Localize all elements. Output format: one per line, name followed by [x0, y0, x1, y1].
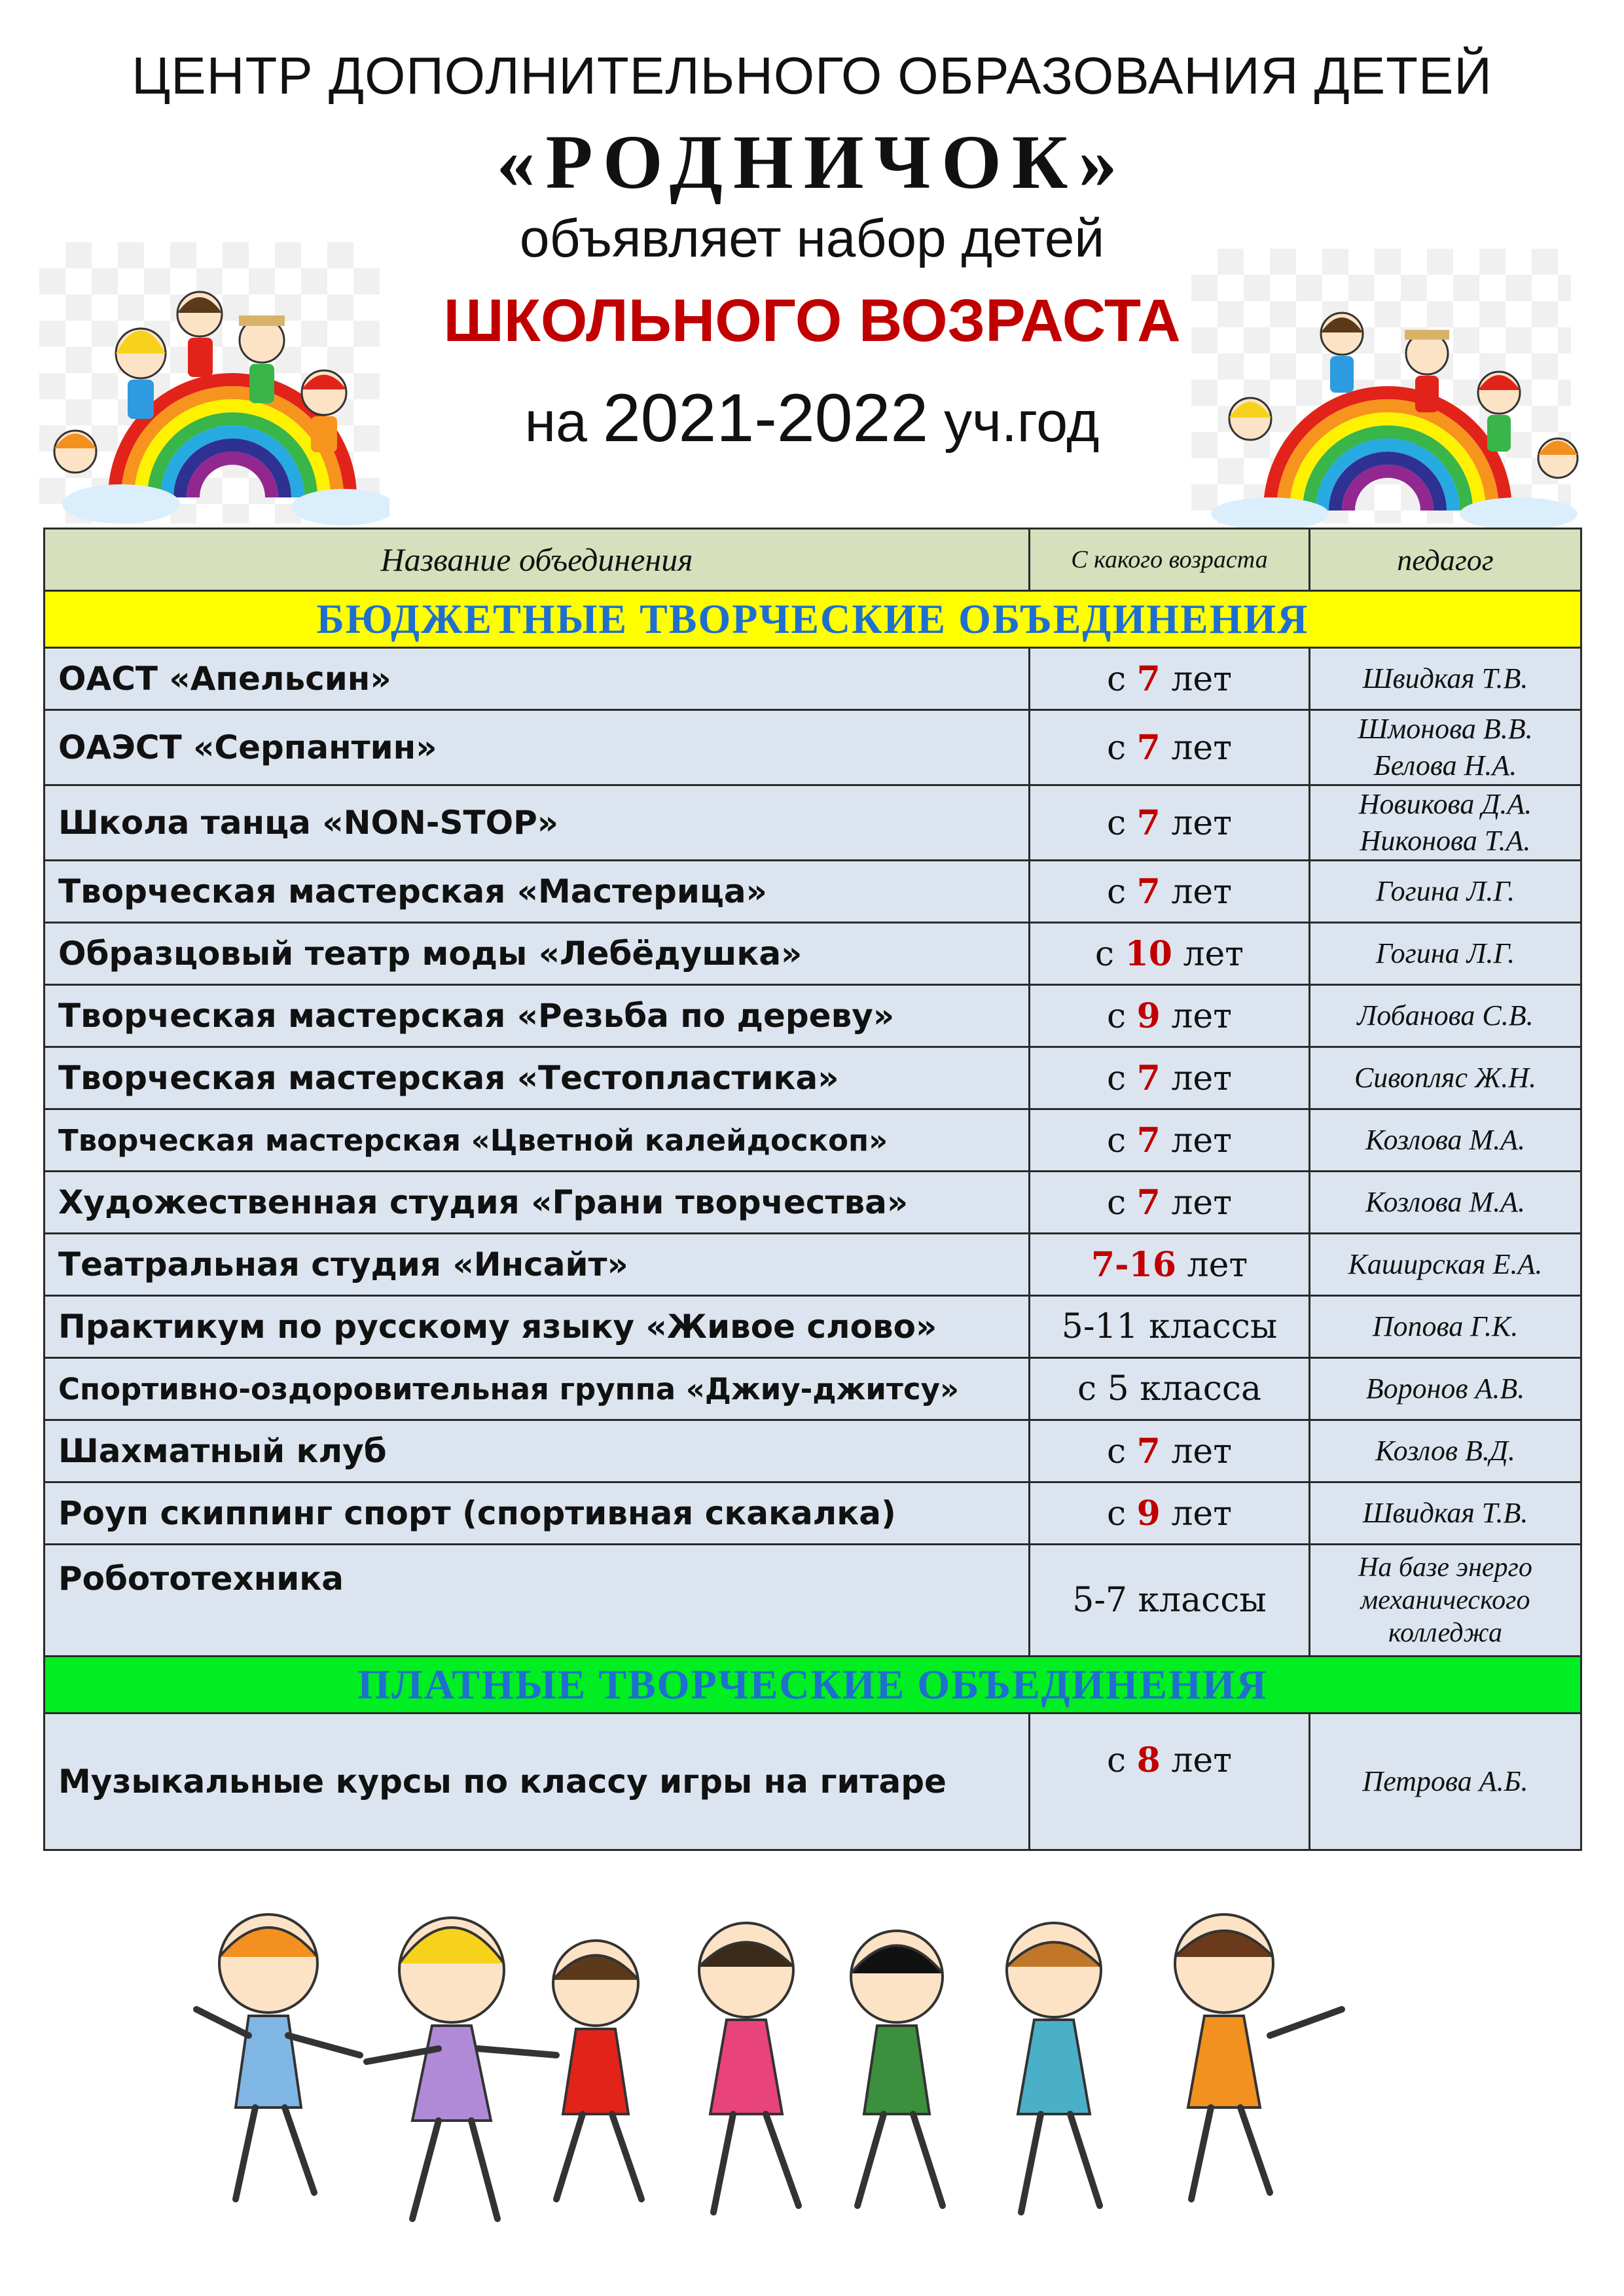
teacher-name: Попова Г.К. [1372, 1310, 1519, 1342]
program-name: Творческая мастерская «Тестопластика» [45, 1047, 1030, 1109]
program-row [45, 710, 1581, 785]
age-post: лет [1187, 1245, 1248, 1285]
year-prefix: на [524, 391, 587, 454]
teacher-name: Новикова Д.А. [1358, 788, 1532, 820]
program-name: Роуп скиппинг спорт (спортивная скакалка) [45, 1482, 1030, 1545]
age-num: 9 [1136, 996, 1161, 1036]
age-pre: 5-7 классы [1072, 1581, 1267, 1620]
teacher-name: Петрова А.Б. [1362, 1765, 1528, 1797]
program-age [1030, 1172, 1310, 1234]
program-row [45, 1713, 1581, 1850]
age-pre: с [1107, 1121, 1127, 1160]
teacher-name: Гогина Л.Г. [1375, 875, 1515, 907]
program-row [45, 1482, 1581, 1545]
program-teacher [1310, 1109, 1581, 1172]
header-name: Название объединения [45, 529, 1030, 591]
program-row [45, 1420, 1581, 1482]
program-teacher [1310, 1234, 1581, 1296]
age-post: лет [1171, 1183, 1232, 1223]
program-age [1030, 1296, 1310, 1358]
program-age [1030, 1713, 1310, 1850]
program-teacher [1310, 1172, 1581, 1234]
age-num: 8 [1136, 1740, 1161, 1780]
program-age [1030, 1358, 1310, 1420]
teacher-name: механического [1360, 1585, 1530, 1615]
age-post: лет [1171, 996, 1232, 1036]
program-teacher [1310, 648, 1581, 710]
teacher-name: На базе энерго [1358, 1552, 1532, 1583]
program-age [1030, 985, 1310, 1047]
age-num: 7 [1136, 1120, 1161, 1160]
age-num: 10 [1125, 933, 1172, 974]
announcement-text: объявляет набор детей [519, 209, 1105, 268]
teacher-name: Гогина Л.Г. [1375, 937, 1515, 969]
age-num: 7 [1136, 658, 1161, 699]
program-age [1030, 923, 1310, 985]
program-age [1030, 1420, 1310, 1482]
age-pre: с [1107, 1183, 1127, 1223]
program-row [45, 1296, 1581, 1358]
teacher-name: Козлова М.А. [1365, 1124, 1526, 1156]
age-post: лет [1171, 1121, 1232, 1160]
program-name: Робототехника [45, 1545, 1030, 1657]
program-row [45, 1358, 1581, 1420]
age-pre: с [1094, 934, 1115, 974]
program-age [1030, 648, 1310, 710]
program-row [45, 1234, 1581, 1296]
year-suffix: уч.год [944, 391, 1100, 454]
program-name: Творческая мастерская «Мастерица» [45, 861, 1030, 923]
age-pre: с [1107, 1431, 1127, 1471]
program-row [45, 648, 1581, 710]
program-name: Шахматный клуб [45, 1420, 1030, 1482]
teacher-name: Сивопляс Ж.Н. [1354, 1062, 1537, 1094]
program-teacher [1310, 710, 1581, 785]
age-post: лет [1171, 1494, 1232, 1534]
teacher-name: Козлов В.Д. [1375, 1435, 1515, 1467]
program-teacher [1310, 1545, 1581, 1657]
program-name: Спортивно-оздоровительная группа «Джиу-джитсу» [45, 1358, 1030, 1420]
program-row [45, 785, 1581, 861]
program-teacher [1310, 1482, 1581, 1545]
budget-section-row [45, 591, 1581, 648]
teacher-name: Козлова М.А. [1365, 1186, 1526, 1218]
age-num: 7 [1136, 802, 1161, 843]
program-age [1030, 1545, 1310, 1657]
school-years: 2021-2022 [602, 380, 929, 456]
program-teacher [1310, 785, 1581, 861]
program-row [45, 1047, 1581, 1109]
age-num: 7 [1136, 1182, 1161, 1223]
program-teacher [1310, 1713, 1581, 1850]
program-teacher [1310, 1047, 1581, 1109]
age-pre: с [1107, 803, 1127, 843]
budget-section-title: БЮДЖЕТНЫЕ ТВОРЧЕСКИЕ ОБЪЕДИНЕНИЯ [45, 591, 1581, 648]
program-teacher [1310, 1358, 1581, 1420]
age-num: 7-16 [1091, 1244, 1177, 1285]
teacher-name: Воронов А.В. [1365, 1372, 1525, 1405]
age-num: 7 [1136, 1431, 1161, 1471]
age-num: 9 [1136, 1493, 1161, 1534]
header-age: С какого возраста [1030, 529, 1310, 591]
program-age [1030, 1482, 1310, 1545]
header-teacher: педагог [1310, 529, 1581, 591]
program-age [1030, 785, 1310, 861]
age-num: 7 [1136, 1058, 1161, 1098]
program-name: Музыкальные курсы по классу игры на гитаре [45, 1713, 1030, 1850]
dancing-children-illustration [190, 1892, 1434, 2258]
program-name: Творческая мастерская «Цветной калейдоскоп» [45, 1109, 1030, 1172]
program-row [45, 861, 1581, 923]
age-pre: с [1107, 872, 1127, 912]
program-teacher [1310, 861, 1581, 923]
age-post: лет [1171, 803, 1232, 843]
table-header-row [45, 529, 1581, 591]
age-pre: 5-11 классы [1061, 1307, 1278, 1346]
program-name: Школа танца «NON-STOP» [45, 785, 1030, 861]
age-pre: с [1107, 1494, 1127, 1534]
program-age [1030, 710, 1310, 785]
age-pre: с 5 класса [1077, 1369, 1262, 1408]
program-row [45, 1109, 1581, 1172]
teacher-name: Швидкая Т.В. [1362, 662, 1528, 694]
teacher-name: Лобанова С.В. [1357, 999, 1534, 1031]
program-name: ОАЭСТ «Серпантин» [45, 710, 1030, 785]
teacher-name: Никонова Т.А. [1360, 825, 1531, 857]
program-name: Театральная студия «Инсайт» [45, 1234, 1030, 1296]
program-name: Творческая мастерская «Резьба по дереву» [45, 985, 1030, 1047]
age-num: 7 [1136, 871, 1161, 912]
paid-section-title: ПЛАТНЫЕ ТВОРЧЕСКИЕ ОБЪЕДИНЕНИЯ [45, 1657, 1581, 1713]
program-age [1030, 861, 1310, 923]
program-age [1030, 1234, 1310, 1296]
teacher-name: Швидкая Т.В. [1362, 1497, 1528, 1529]
age-pre: с [1107, 1741, 1127, 1780]
teacher-name: колледжа [1388, 1618, 1503, 1648]
age-post: лет [1171, 1431, 1232, 1471]
age-post: лет [1171, 1058, 1232, 1098]
teacher-name: Шмонова В.В. [1358, 713, 1533, 745]
program-teacher [1310, 1296, 1581, 1358]
programs-table [43, 528, 1582, 1851]
program-row [45, 923, 1581, 985]
age-pre: с [1107, 1058, 1127, 1098]
age-post: лет [1171, 728, 1232, 768]
program-name: Образцовый театр моды «Лебёдушка» [45, 923, 1030, 985]
age-post: лет [1171, 659, 1232, 699]
program-name: ОАСТ «Апельсин» [45, 648, 1030, 710]
age-pre: с [1107, 728, 1127, 768]
school-year-line [0, 380, 1624, 457]
program-teacher [1310, 1420, 1581, 1482]
program-age [1030, 1047, 1310, 1109]
age-post: лет [1171, 872, 1232, 912]
age-pre: с [1107, 996, 1127, 1036]
program-teacher [1310, 923, 1581, 985]
age-post: лет [1171, 1741, 1232, 1780]
program-row [45, 1172, 1581, 1234]
age-group-title: ШКОЛЬНОГО ВОЗРАСТА [443, 287, 1181, 354]
program-name: Практикум по русскому языку «Живое слово» [45, 1296, 1030, 1358]
age-num: 7 [1136, 727, 1161, 768]
age-post: лет [1183, 934, 1244, 974]
program-name: Художественная студия «Грани творчества» [45, 1172, 1030, 1234]
paid-section-row [45, 1657, 1581, 1713]
age-pre: с [1107, 659, 1127, 699]
center-name: ЦЕНТР ДОПОЛНИТЕЛЬНОГО ОБРАЗОВАНИЯ ДЕТЕЙ [132, 46, 1492, 105]
teacher-name: Белова Н.А. [1373, 749, 1517, 781]
program-row [45, 1545, 1581, 1657]
program-row [45, 985, 1581, 1047]
teacher-name: Каширская Е.А. [1348, 1248, 1543, 1280]
center-title: «РОДНИЧОК» [496, 119, 1128, 205]
program-teacher [1310, 985, 1581, 1047]
program-age [1030, 1109, 1310, 1172]
